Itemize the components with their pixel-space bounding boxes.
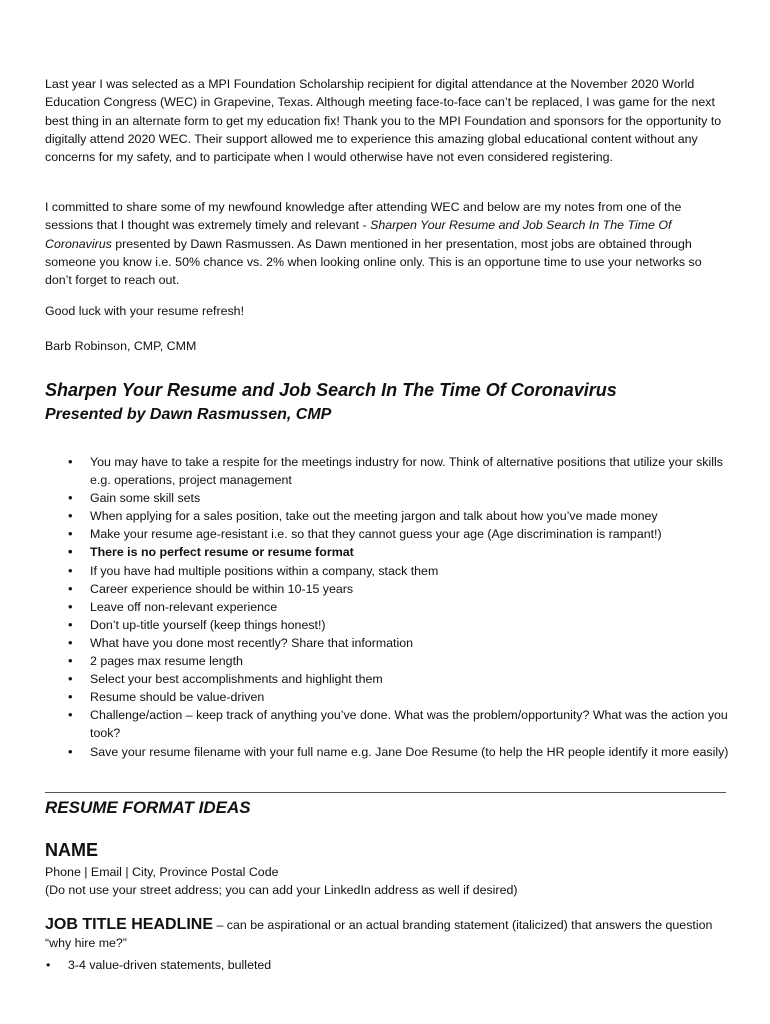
session-notes-list	[90, 453, 730, 761]
name-label: NAME	[45, 840, 98, 860]
session-presenter: Presented by Dawn Rasmussen, CMP	[45, 406, 332, 423]
job-title-description: – can be aspirational or an actual branding statement (italicized) that answers the question “why hire me?”	[45, 918, 713, 951]
list-item: • 2 pages max resume length	[90, 652, 730, 670]
list-item: • There is no perfect resume or resume format	[90, 543, 730, 561]
session-intro-rest: presented by Dawn Rasmussen. As Dawn mentioned in her presentation, most jobs are obtained through someone you know i.e. 50% chance vs. 2% when looking online only. This is an opportune time to use your networks so don’t forget to reach out.	[45, 236, 702, 288]
section-divider	[45, 792, 726, 793]
list-item: • 3-4 value-driven statements, bulleted	[68, 956, 708, 974]
list-item: • Save your resume filename with your full name e.g. Jane Doe Resume (to help the HR people identify it more easily)	[90, 743, 730, 761]
job-title-line	[45, 916, 730, 953]
list-item: • If you have had multiple positions within a company, stack them	[90, 562, 730, 580]
intro-paragraph: Last year I was selected as a MPI Foundation Scholarship recipient for digital attendance at the November 2020 World Education Congress (WEC) in Grapevine, Texas. Although meeting face-to-face can’t be replaced, I was game for the next best thing in an alternate form to get my education fix! Thank you to the MPI Foundation and sponsors for the opportunity to digitally attend 2020 WEC. Their support allowed me to experience this amazing global educational content without any concerns for my safety, and to participate when I would otherwise have not even considered registering.	[45, 77, 722, 165]
list-item: • Resume should be value-driven	[90, 688, 730, 706]
resume-format-heading: RESUME FORMAT IDEAS	[45, 798, 251, 817]
list-item: • Leave off non-relevant experience	[90, 598, 730, 616]
job-title-bullets	[68, 956, 708, 974]
list-item: • Challenge/action – keep track of anything you’ve done. What was the problem/opportunity? What was the action you took?	[90, 706, 730, 742]
session-title-inline: Sharpen Your Resume and Job Search In The Time Of Coronavirus	[45, 218, 672, 251]
session-intro-paragraph	[45, 198, 730, 289]
list-item: • Career experience should be within 10-15 years	[90, 580, 730, 598]
list-item: • Gain some skill sets	[90, 489, 730, 507]
contact-line: Phone | Email | City, Province Postal Code	[45, 865, 279, 879]
list-item: • Make your resume age-resistant i.e. so that they cannot guess your age (Age discrimination is rampant!)	[90, 525, 730, 543]
session-intro-text: I committed to share some of my newfound knowledge after attending WEC and below are my notes from one of the sessions that I thought was extremely timely and relevant -	[45, 200, 682, 233]
list-item: • You may have to take a respite for the meetings industry for now. Think of alternative positions that utilize your skills e.g. operations, project management	[90, 453, 730, 489]
list-item: • Don’t up-title yourself (keep things honest!)	[90, 616, 730, 634]
closing-line: Good luck with your resume refresh!	[45, 304, 245, 318]
contact-note: (Do not use your street address; you can add your LinkedIn address as well if desired)	[45, 883, 518, 897]
list-item: • Select your best accomplishments and highlight them	[90, 670, 730, 688]
list-item: • When applying for a sales position, take out the meeting jargon and talk about how you’ve made money	[90, 507, 730, 525]
list-item: • What have you done most recently? Share that information	[90, 634, 730, 652]
session-title: Sharpen Your Resume and Job Search In The Time Of Coronavirus	[45, 380, 617, 400]
signature: Barb Robinson, CMP, CMM	[45, 339, 197, 353]
job-title-headline: JOB TITLE HEADLINE	[45, 916, 214, 933]
